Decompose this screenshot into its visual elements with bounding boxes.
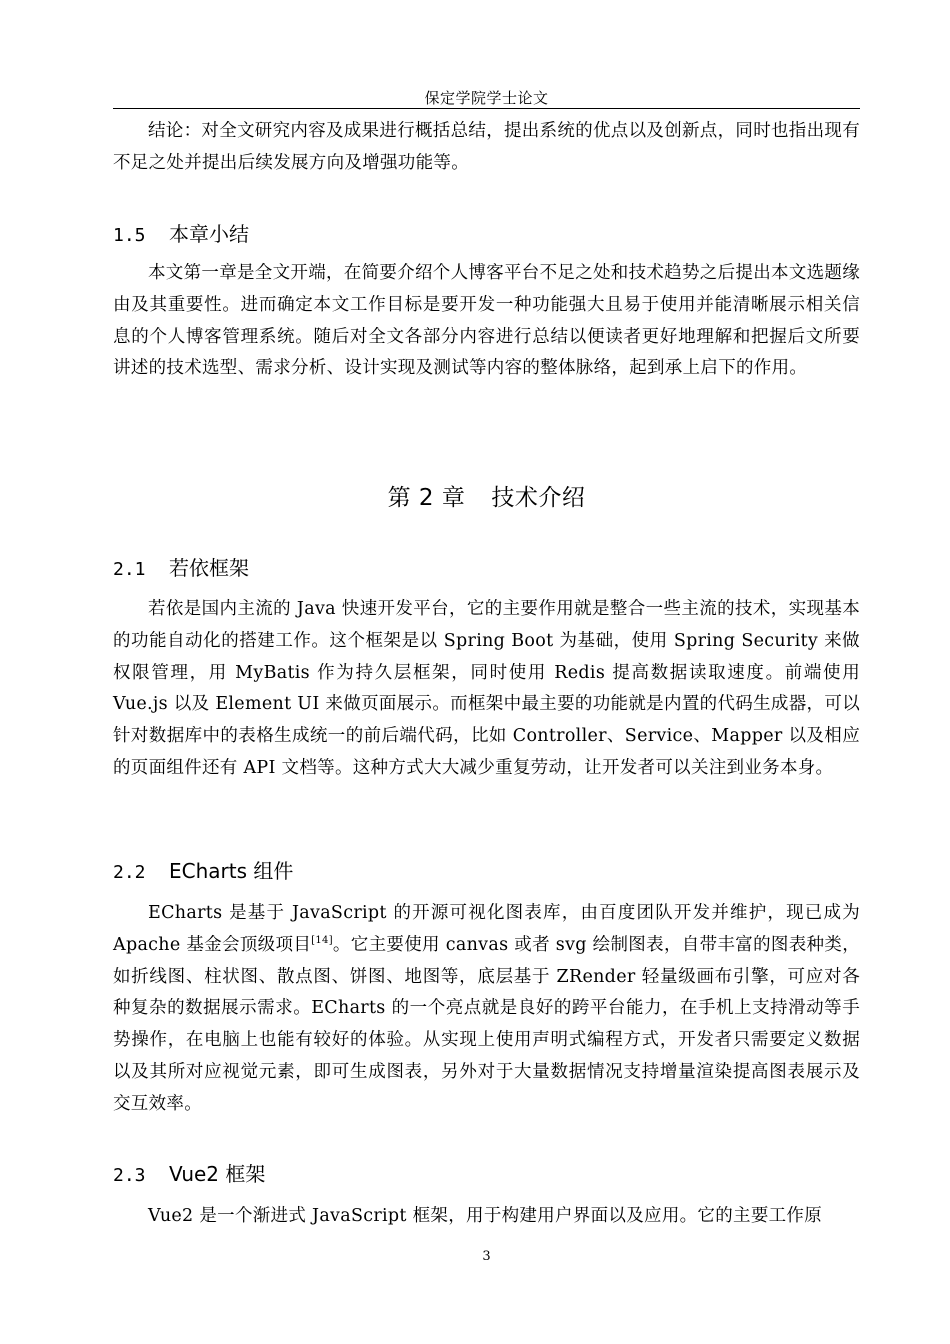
section-heading-2-1 — [113, 554, 249, 584]
citation-reference[interactable]: [14] — [311, 934, 333, 946]
section-title: ECharts 组件 — [169, 859, 294, 883]
section-1-5-paragraph: 本文第一章是全文开端，在简要介绍个人博客平台不足之处和技术趋势之后提出本文选题缘由及其重要性。进而确定本文工作目标是要开发一种功能强大且易于使用并能清晰展示相关信息的个人博客管理系统。随后对全文各部分内容进行总结以便读者更好地理解和把握后文所要讲述的技术选型、需求分析、设计实现及测试等内容的整体脉络，起到承上启下的作用。 — [113, 263, 860, 379]
section-title: 若依框架 — [169, 556, 249, 580]
section-number: 2.3 — [113, 1165, 146, 1186]
section-heading-2-3 — [113, 1160, 265, 1190]
section-number: 2.1 — [113, 559, 146, 580]
section-2-2-paragraph — [113, 898, 860, 1121]
chapter-number: 第 2 章 — [387, 485, 466, 511]
section-2-1-paragraph: 若依是国内主流的 Java 快速开发平台，它的主要作用就是整合一些主流的技术，实现基本的功能自动化的搭建工作。这个框架是以 Spring Boot 为基础，使用 Spring Security 来做权限管理，用 MyBatis 作为持久层框架，同时使用 Redis 提高数据读取速度。前端使用 Vue.js 以及 Element UI 来做页面展示。而框架中最主要的功能就是内置的代码生成器，可以针对数据库中的表格生成统一的前后端代码，比如 Controller、Service、Mapper 以及相应的页面组件还有 API 文档等。这种方式大大减少重复劳动，让开发者可以关注到业务本身。 — [113, 599, 860, 778]
header-rule — [113, 108, 860, 109]
section-title: Vue2 框架 — [169, 1162, 266, 1186]
running-header: 保定学院学士论文 — [424, 89, 549, 107]
chapter-name: 技术介绍 — [491, 485, 586, 511]
section-2-3-paragraph: Vue2 是一个渐进式 JavaScript 框架，用于构建用户界面以及应用。它的主要工作原 — [148, 1206, 823, 1226]
section-number: 2.2 — [113, 862, 146, 883]
section-title: 本章小结 — [169, 222, 249, 246]
conclusion-paragraph: 结论：对全文研究内容及成果进行概括总结，提出系统的优点以及创新点，同时也指出现有不足之处并提出后续发展方向及增强功能等。 — [113, 121, 860, 173]
paragraph-text: ECharts 是基于 JavaScript 的开源可视化图表库，由百度团队开发并维护，现已成为 Apache 基金会顶级项目 — [113, 903, 860, 955]
section-heading-1-5 — [113, 220, 249, 250]
section-number: 1.5 — [113, 225, 146, 246]
page-number: 3 — [482, 1249, 491, 1264]
paragraph-text: 。它主要使用 canvas 或者 svg 绘制图表，自带丰富的图表种类，如折线图、柱状图、散点图、饼图、地图等，底层基于 ZRender 轻量级画布引擎，可应对各种复杂的数据展示需求。ECharts 的一个亮点就是良好的跨平台能力，在手机上支持滑动等手势操作，在电脑上也能有较好的体验。从实现上使用声明式编程方式，开发者只需要定义数据以及其所对应视觉元素，即可生成图表，另外对于大量数据情况支持增量渲染提高图表展示及交互效率。 — [113, 934, 860, 1114]
section-heading-2-2 — [113, 857, 293, 887]
chapter-title — [113, 482, 860, 514]
